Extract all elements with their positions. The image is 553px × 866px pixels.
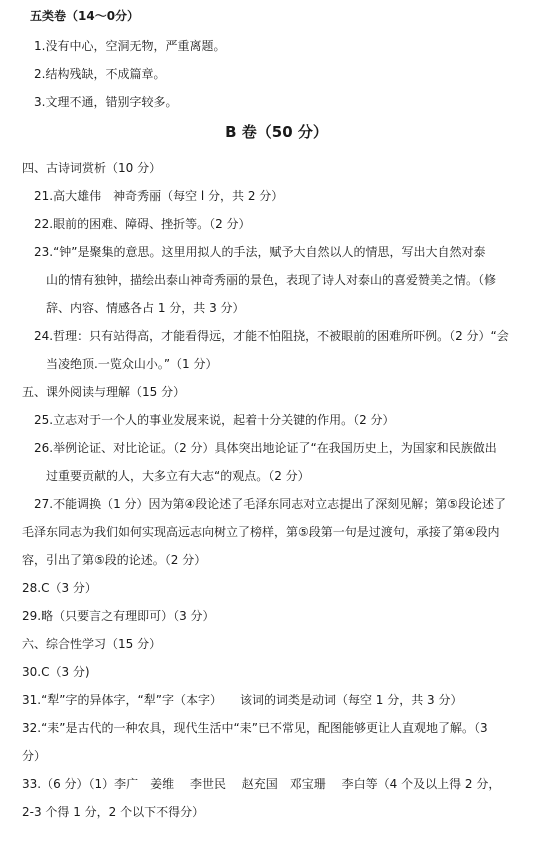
text-line: 辞、内容、情感各占 1 分，共 3 分） [46, 301, 245, 315]
text-line: 24.哲理：只有站得高，才能看得远，才能不怕阻挠，不被眼前的困难所吓例。（2 分）“会 [34, 329, 509, 343]
text-line: 29.略（只要言之有理即可）（3 分） [22, 609, 215, 623]
page-title: B 卷（50 分） [225, 123, 328, 141]
text-line: 2-3 个得 1 分，2 个以下不得分） [22, 805, 205, 819]
section-heading: 四、古诗词赏析（10 分） [22, 161, 162, 175]
text-line: 22.眼前的困难、障碍、挫折等。（2 分） [34, 217, 251, 231]
section-heading: 六、综合性学习（15 分） [22, 637, 162, 651]
text-line: 25.立志对于一个人的事业发展来说，起着十分关键的作用。（2 分） [34, 413, 395, 427]
text-line: 28.C（3 分） [22, 581, 97, 595]
text-line: 容，引出了第⑤段的论述。（2 分） [22, 553, 207, 567]
text-line: 当凌绝顶.一览众山小。”（1 分） [46, 357, 218, 371]
text-line: 1.没有中心，空洞无物，严重离题。 [34, 39, 226, 53]
section-heading: 五、课外阅读与理解（15 分） [22, 385, 186, 399]
text-line: 分） [22, 749, 47, 763]
text-line: 山的情有独钟，描绘出泰山神奇秀丽的景色，表现了诗人对泰山的喜爱赞美之情。（修 [46, 273, 497, 287]
text-line: 23.“钟”是聚集的意思。这里用拟人的手法，赋予大自然以人的情思，写出大自然对泰 [34, 245, 486, 259]
text-line: 33.（6 分）（1）李广 姜维 李世民 赵充国 邓宝珊 李白等（4 个及以上得 2 分， [22, 777, 501, 791]
text-line: 30.C（3 分) [22, 665, 90, 679]
text-line: 过重要贡献的人，大多立有大志“的观点。（2 分） [46, 469, 310, 483]
text-line: 26.举例论证、对比论证。（2 分）具体突出地论证了“在我国历史上，为国家和民族做出 [34, 441, 497, 455]
text-line: 3.文理不通，错别字较多。 [34, 95, 178, 109]
text-line: 毛泽东同志为我们如何实现高远志向树立了榜样，第⑤段第一句是过渡句，承接了第④段内 [22, 525, 500, 539]
section-heading: 五类卷（14～0分） [30, 9, 140, 23]
text-line: 32.“耒”是古代的一种农具，现代生活中“耒”已不常见，配图能够更让人直观地了解。（3 [22, 721, 488, 735]
text-line: 2.结构残缺，不成篇章。 [34, 67, 166, 81]
text-line: 27.不能调换（1 分）因为第④段论述了毛泽东同志对立志提出了深刻见解；第⑤段论述了 [34, 497, 507, 511]
text-line: 21.高大雄伟 神奇秀丽（每空 l 分，共 2 分） [34, 189, 284, 203]
text-line: 31.“犁”字的异体字，“犁”字（本字） 该词的词类是动词（每空 1 分，共 3 分） [22, 693, 463, 707]
